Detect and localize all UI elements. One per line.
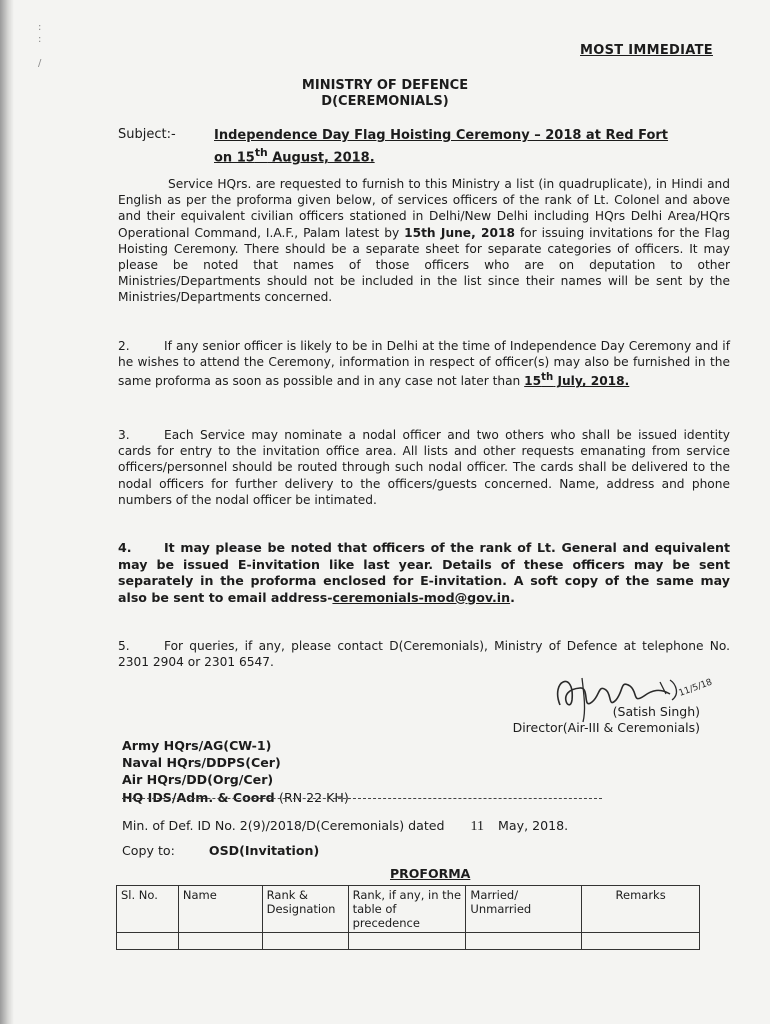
signature-date-note: 11/5/18: [677, 677, 714, 699]
p2-text: If any senior officer is likely to be in Delhi at the time of Independence Day Ceremony and if he wishes to attend the Ceremony, information in respect of officer(s) may also be furnished in the same proforma as soon as possible and in any case not later than: [118, 339, 730, 389]
p1-text-b: for issuing invitations for the Flag Hoisting Ceremony. There should be a separate sheet for separate categories of officers. It may please be noted that names of those officers who are on deputation to other Ministries/Departments should not be included in the list since their names will be sent by the Ministries/Departments concerned.: [118, 225, 731, 305]
subject-line-1: Independence Day Flag Hoisting Ceremony – 2018 at Red Fort: [214, 128, 669, 143]
subject-text: [214, 127, 714, 166]
subject-date-day: on 15: [214, 150, 255, 166]
reference-line: [122, 818, 568, 835]
table-header-row: [117, 886, 700, 933]
margin-marks: : : /: [38, 22, 42, 69]
email-link[interactable]: ceremonials-mod@gov.in: [332, 589, 511, 605]
proforma-table: [116, 885, 700, 950]
paragraph-4: [118, 540, 730, 606]
column-header: Rank & Designation: [262, 886, 348, 933]
table-cell: [582, 933, 700, 950]
table-cell: [178, 933, 262, 950]
ministry-heading: [0, 78, 770, 110]
paragraph-1: [118, 176, 730, 306]
table-cell: [348, 933, 466, 950]
copy-to-recipient: OSD(Invitation): [208, 843, 320, 858]
subject-label: Subject:-: [118, 127, 176, 142]
column-header: Sl. No.: [117, 886, 179, 933]
p3-number: 3.: [118, 428, 130, 442]
reference-month: May, 2018.: [498, 818, 569, 833]
reference-text: Min. of Def. ID No. 2(9)/2018/D(Ceremonials) dated: [122, 818, 445, 833]
column-header: Name: [178, 886, 262, 933]
p5-text: For queries, if any, please contact D(Ceremonials), Ministry of Defence at telephone No. 2301 2904 or 2301 6547.: [118, 639, 730, 670]
p2-date-day: 15: [524, 374, 542, 389]
addressee-list: [122, 737, 349, 806]
addressee-text: HQ IDS/Adm. & Coord: [122, 789, 275, 805]
signatory-designation: Director(Air-III & Ceremonials): [512, 720, 700, 735]
department-name: D(CEREMONIALS): [321, 94, 449, 109]
table-row: [117, 933, 700, 950]
p2-date-month: July, 2018.: [553, 374, 630, 389]
p1-text-a: Service HQrs. are requested to furnish to this Ministry a list (in quadruplicate), in Hindi and English as per the proforma given below, of services officers of the rank of Lt. Colonel and above and their equivalent civilian officers stationed in Delhi/New Delhi including HQrs Delhi Area/HQrs Operational Command, I.A.F., Palam latest by: [118, 177, 730, 240]
p4-text: It may please be noted that officers of the rank of Lt. General and equivalent may be issued E-invitation like last year. Details of these officers may be sent separately in the proforma enclosed for E-invitation. A soft copy of the same may also be sent to email address-: [118, 540, 730, 605]
addressee-item: Army HQrs/AG(CW-1): [122, 738, 272, 753]
separator-line: [122, 798, 602, 799]
subject-date-suffix: th: [254, 146, 268, 159]
copy-to-line: [122, 843, 319, 858]
p4-number: 4.: [118, 540, 132, 555]
paragraph-2: [118, 338, 730, 390]
reference-day: 11: [470, 819, 485, 834]
table-cell: [117, 933, 179, 950]
p5-number: 5.: [118, 639, 130, 653]
addressee-item: Naval HQrs/DDPS(Cer): [122, 755, 281, 771]
table-cell: [466, 933, 582, 950]
proforma-title: PROFORMA: [390, 866, 471, 881]
p2-number: 2.: [118, 339, 130, 353]
p2-deadline: [524, 374, 629, 388]
signatory-block: [480, 704, 700, 736]
priority-label: MOST IMMEDIATE: [580, 43, 713, 58]
subject-date-month: August, 2018.: [267, 150, 375, 166]
table-cell: [262, 933, 348, 950]
column-header: Remarks: [582, 886, 700, 933]
ministry-name: MINISTRY OF DEFENCE: [301, 78, 469, 93]
p2-date-suffix: th: [541, 372, 554, 384]
p3-text: Each Service may nominate a nodal officer and two others who shall be issued identity cards for entry to the invitation office area. All lists and other requests emanating from service officers/personnel should be routed through such nodal officer. The cards shall be delivered to the nodal officers for further delivery to the officers/guests concerned. Name, address and phone numbers of the nodal officer be intimated.: [118, 428, 730, 507]
signatory-name: (Satish Singh): [612, 704, 700, 719]
subject-line-2: [214, 144, 714, 166]
addressee-room: (RN 22 KH): [279, 789, 349, 805]
copy-to-label: Copy to:: [122, 843, 175, 858]
paragraph-3: [118, 427, 730, 508]
p4-end: .: [510, 589, 515, 605]
p1-deadline: 15th June, 2018: [404, 225, 515, 240]
column-header: Married/ Unmarried: [466, 886, 582, 933]
addressee-item: Air HQrs/DD(Org/Cer): [122, 772, 274, 788]
column-header: Rank, if any, in the table of precedence: [348, 886, 466, 933]
